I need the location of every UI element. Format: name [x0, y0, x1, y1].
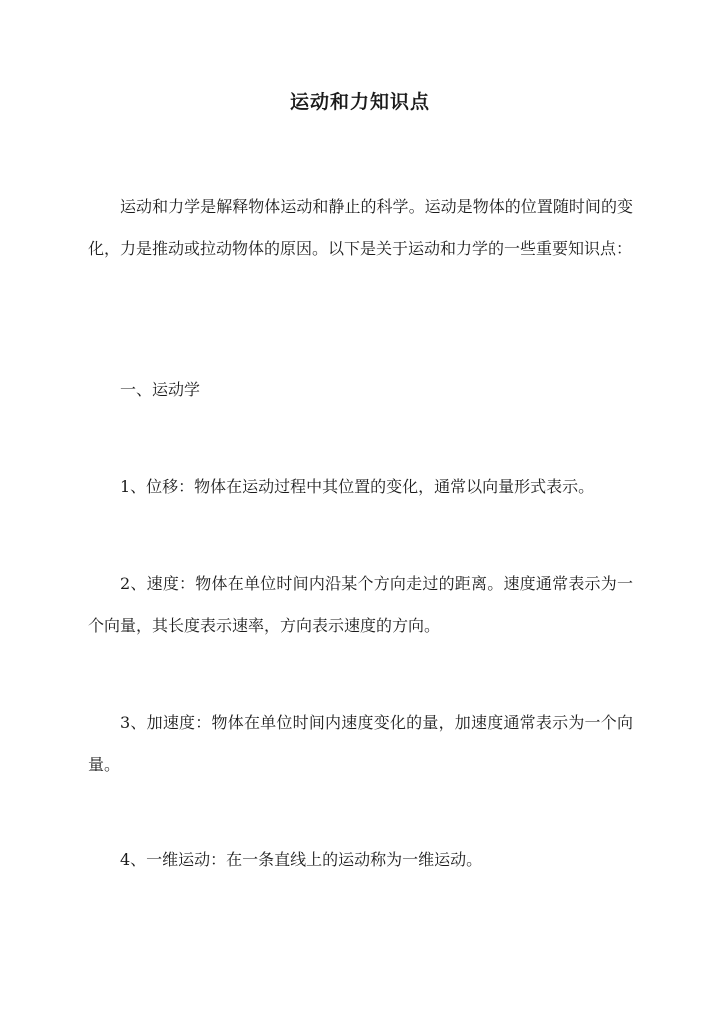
- list-item-acceleration: 3、加速度：物体在单位时间内速度变化的量，加速度通常表示为一个向量。: [88, 713, 633, 774]
- section-heading-kinematics: 一、运动学: [120, 380, 201, 399]
- document-title: 运动和力知识点: [289, 91, 430, 113]
- list-item-velocity: 2、速度：物体在单位时间内沿某个方向走过的距离。速度通常表示为一个向量，其长度表示速率，方向表示速度的方向。: [88, 574, 633, 635]
- intro-paragraph: 运动和力学是解释物体运动和静止的科学。运动是物体的位置随时间的变化，力是推动或拉动物体的原因。以下是关于运动和力学的一些重要知识点：: [88, 197, 633, 258]
- list-item-displacement: 1、位移：物体在运动过程中其位置的变化，通常以向量形式表示。: [120, 477, 595, 496]
- list-item-one-dimensional-motion: 4、一维运动：在一条直线上的运动称为一维运动。: [120, 850, 483, 869]
